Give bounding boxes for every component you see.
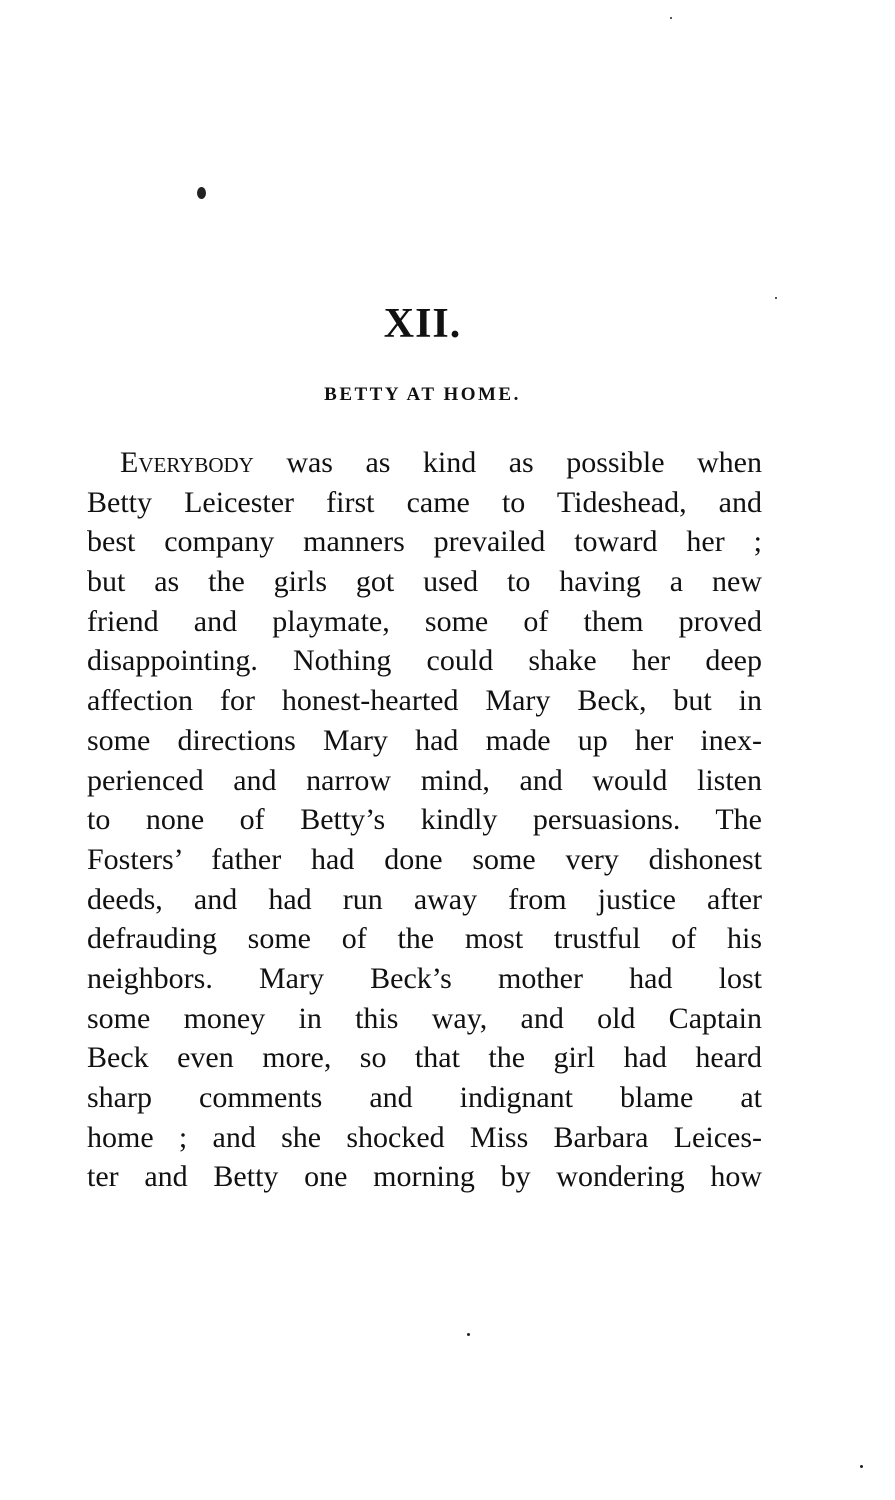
text-line	[87, 443, 762, 483]
text-line: affection for honest-hearted Mary Beck, but in	[87, 684, 762, 718]
chapter-title: BETTY AT HOME.	[324, 384, 521, 405]
text-line: perienced and narrow mind, and would listen	[87, 763, 762, 797]
text-line-rest: was as kind as possible when	[253, 446, 762, 479]
text-line: Beck even more, so that the girl had heard	[87, 1041, 762, 1075]
chapter-number: XII.	[383, 301, 462, 347]
body-text	[87, 443, 762, 1197]
text-line: to none of Betty’s kindly persuasions. The	[87, 803, 762, 837]
drop-word: Everybody	[120, 446, 254, 479]
text-line: neighbors. Mary Beck’s mother had lost	[87, 961, 762, 995]
text-line: friend and playmate, some of them proved	[87, 604, 762, 638]
text-line: sharp comments and indignant blame at	[87, 1081, 762, 1114]
text-line: best company manners prevailed toward her ;	[87, 525, 762, 559]
text-line: but as the girls got used to having a new	[87, 565, 762, 599]
text-line: home ; and she shocked Miss Barbara Leices-	[87, 1120, 762, 1154]
text-line: ter and Betty one morning by wondering how	[87, 1160, 762, 1194]
text-line: deeds, and had run away from justice after	[87, 882, 762, 916]
text-line: some money in this way, and old Captain	[87, 1001, 762, 1035]
ink-speck	[670, 17, 672, 19]
text-line: Fosters’ father had done some very dishonest	[87, 842, 762, 876]
ink-speck	[467, 1333, 470, 1336]
text-line: disappointing. Nothing could shake her deep	[87, 644, 762, 678]
text-line: defrauding some of the most trustful of his	[87, 922, 762, 956]
ink-blot	[197, 187, 206, 199]
ink-speck	[860, 1465, 863, 1468]
text-line: some directions Mary had made up her inex-	[87, 723, 762, 757]
text-line: Betty Leicester first came to Tideshead, and	[87, 485, 762, 519]
